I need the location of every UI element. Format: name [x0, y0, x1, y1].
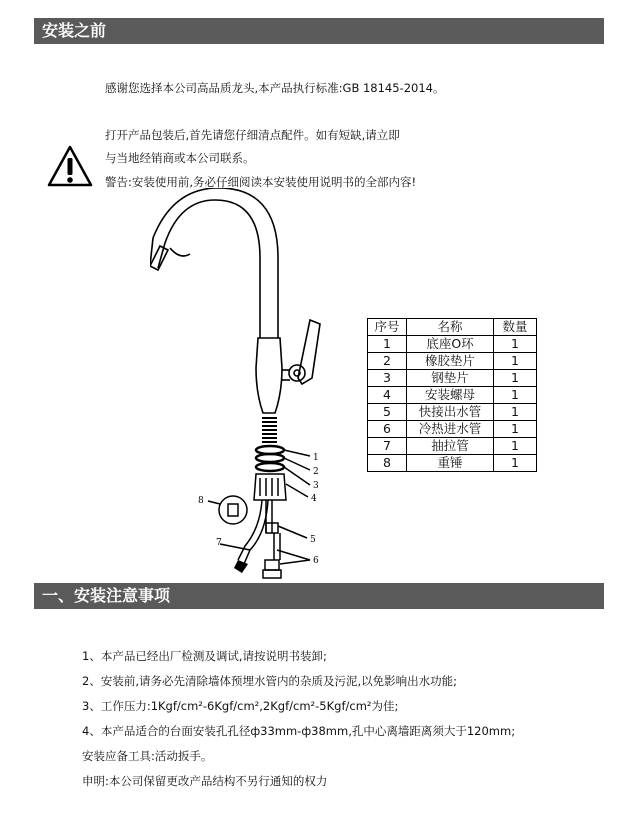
cell-name: 钢垫片 — [407, 370, 494, 387]
callout-5: 5 — [310, 535, 316, 545]
cell-index: 3 — [368, 370, 407, 387]
callout-8: 8 — [198, 496, 204, 506]
cell-name: 底座O环 — [407, 336, 494, 353]
cell-name: 抽拉管 — [407, 438, 494, 455]
list-item: 3、工作压力:1Kgf/cm²-6Kgf/cm²,2Kgf/cm²-5Kgf/cm²为佳; — [82, 699, 399, 713]
table-row — [368, 404, 537, 421]
cell-index: 6 — [368, 421, 407, 438]
callout-4: 4 — [311, 494, 317, 504]
table-row — [368, 353, 537, 370]
cell-index: 8 — [368, 455, 407, 472]
callout-3: 3 — [313, 481, 319, 491]
table-header-row — [368, 319, 537, 336]
install-notes-list — [82, 648, 515, 798]
callout-7: 7 — [216, 538, 222, 548]
section-header-before-install — [34, 18, 604, 44]
table-row — [368, 387, 537, 404]
table-row — [368, 455, 537, 472]
section-title: 一、安装注意事项 — [42, 586, 171, 605]
warning-icon — [46, 144, 94, 188]
thanks-text: 感谢您选择本公司高品质龙头,本产品执行标准:GB 18145-2014。 — [105, 81, 445, 95]
list-item: 安装应备工具:活动扳手。 — [82, 749, 213, 763]
list-item: 2、安装前,请务必先清除墙体预埋水管内的杂质及污泥,以免影响出水功能; — [82, 674, 457, 688]
notice-line-1: 打开产品包装后,首先请您仔细清点配件。如有短缺,请立即 — [105, 128, 400, 142]
faucet-diagram — [150, 188, 355, 583]
section-header-install-notes — [34, 583, 604, 609]
table-row — [368, 370, 537, 387]
cell-name: 冷热进水管 — [407, 421, 494, 438]
col-header: 数量 — [494, 319, 537, 336]
col-header: 名称 — [407, 319, 494, 336]
list-item: 申明:本公司保留更改产品结构不另行通知的权力 — [82, 774, 328, 788]
table-row — [368, 438, 537, 455]
cell-qty: 1 — [494, 336, 537, 353]
notice-line-2: 与当地经销商或本公司联系。 — [105, 151, 255, 165]
cell-index: 7 — [368, 438, 407, 455]
cell-qty: 1 — [494, 404, 537, 421]
callout-6: 6 — [313, 556, 319, 566]
callout-1: 1 — [313, 453, 319, 463]
cell-qty: 1 — [494, 353, 537, 370]
section-title: 安装之前 — [42, 21, 107, 40]
cell-qty: 1 — [494, 421, 537, 438]
cell-name: 安装螺母 — [407, 387, 494, 404]
callout-2: 2 — [313, 467, 319, 477]
list-item: 1、本产品已经出厂检测及调试,请按说明书装卸; — [82, 649, 327, 663]
list-item: 4、本产品适合的台面安装孔孔径ф33mm-ф38mm,孔中心离墙距离须大于120mm; — [82, 724, 516, 738]
col-header: 序号 — [368, 319, 407, 336]
cell-qty: 1 — [494, 438, 537, 455]
cell-index: 1 — [368, 336, 407, 353]
warning-text: 警告:安装使用前,务必仔细阅读本安装使用说明书的全部内容! — [105, 175, 417, 189]
table-row — [368, 336, 537, 353]
cell-qty: 1 — [494, 387, 537, 404]
cell-index: 4 — [368, 387, 407, 404]
cell-name: 快接出水管 — [407, 404, 494, 421]
table-row — [368, 421, 537, 438]
cell-index: 2 — [368, 353, 407, 370]
parts-table — [367, 318, 537, 472]
cell-index: 5 — [368, 404, 407, 421]
cell-qty: 1 — [494, 370, 537, 387]
cell-qty: 1 — [494, 455, 537, 472]
cell-name: 橡胶垫片 — [407, 353, 494, 370]
cell-name: 重锤 — [407, 455, 494, 472]
